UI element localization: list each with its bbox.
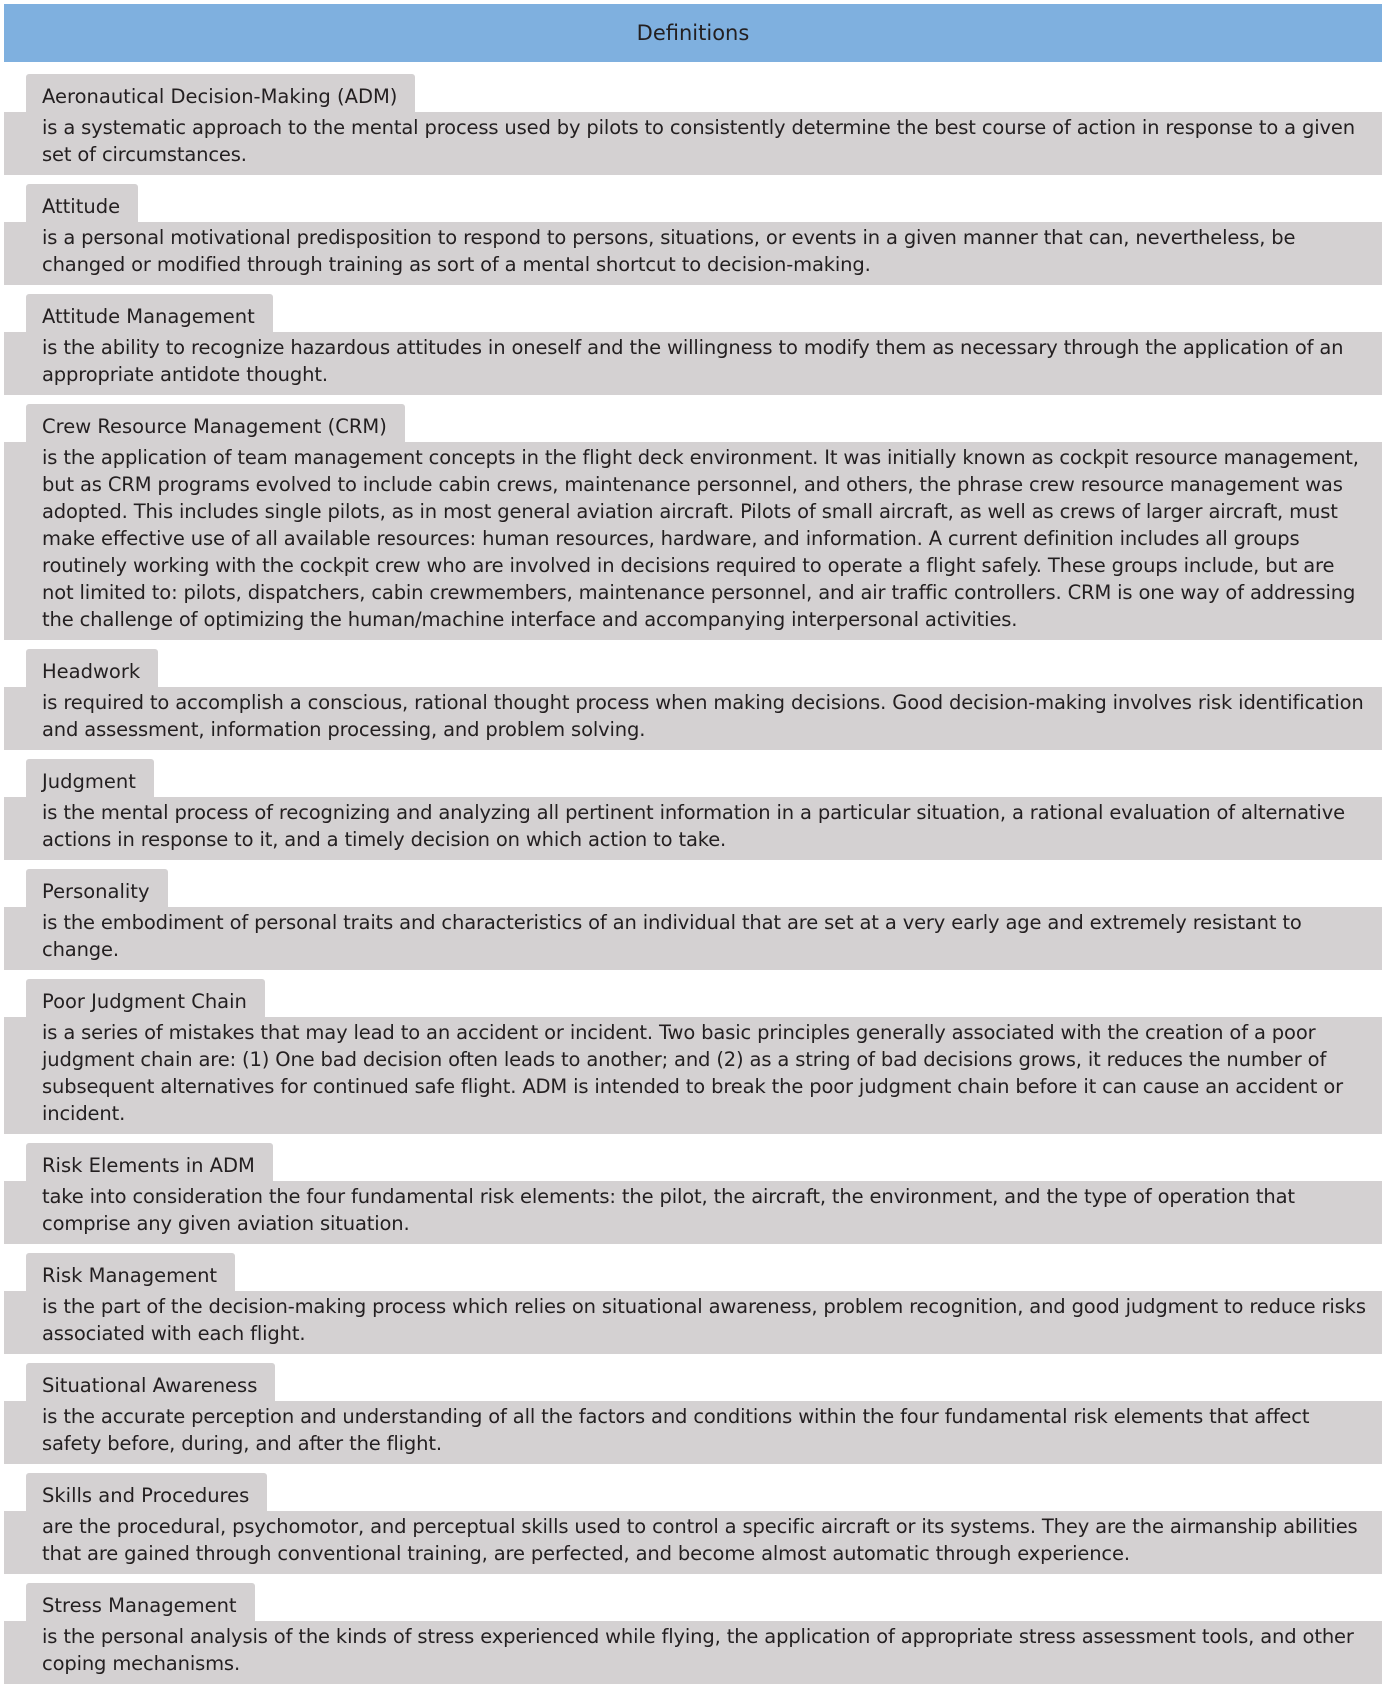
term-label: Attitude Management bbox=[26, 294, 273, 332]
definition-text: is a personal motivational predisposition to respond to persons, situations, or events in a given manner that can, nevertheless, be changed or modified through training as sort of a mental shortcut to decision-making. bbox=[4, 222, 1382, 285]
definition-text: is the mental process of recognizing and analyzing all pertinent information in a particular situation, a rational evaluation of alternative actions in response to it, and a timely decision on which action to take. bbox=[4, 797, 1382, 860]
definition-entry bbox=[4, 1583, 1382, 1684]
definition-text: is required to accomplish a conscious, rational thought process when making decisions. Good decision-making involves risk identification and assessment, information processing, and problem solving. bbox=[4, 687, 1382, 750]
definition-entry bbox=[4, 649, 1382, 750]
definition-text: is the embodiment of personal traits and characteristics of an individual that are set at a very early age and extremely resistant to change. bbox=[4, 907, 1382, 970]
term-label: Personality bbox=[26, 869, 168, 907]
term-label: Risk Management bbox=[26, 1253, 235, 1291]
definition-text: is a systematic approach to the mental process used by pilots to consistently determine the best course of action in response to a given set of circumstances. bbox=[4, 112, 1382, 175]
definition-text: is the ability to recognize hazardous attitudes in oneself and the willingness to modify them as necessary through the application of an appropriate antidote thought. bbox=[4, 332, 1382, 395]
term-label: Skills and Procedures bbox=[26, 1473, 267, 1511]
term-label: Risk Elements in ADM bbox=[26, 1143, 273, 1181]
definition-entry bbox=[4, 1473, 1382, 1574]
definition-text: is the personal analysis of the kinds of stress experienced while flying, the application of appropriate stress assessment tools, and other coping mechanisms. bbox=[4, 1621, 1382, 1684]
term-label: Aeronautical Decision-Making (ADM) bbox=[26, 74, 415, 112]
definition-entry bbox=[4, 184, 1382, 285]
table-header bbox=[4, 4, 1382, 62]
definition-text: is the application of team management concepts in the flight deck environment. It was initially known as cockpit resource management, but as CRM programs evolved to include cabin crews, maintenance personnel, and others, the phrase crew resource management was adopted. This includes single pilots, as in most general aviation aircraft. Pilots of small aircraft, as well as crews of larger aircraft, must make effective use of all available resources: human resources, hardware, and information. A current definition includes all groups routinely working with the cockpit crew who are involved in decisions required to operate a flight safely. These groups include, but are not limited to: pilots, dispatchers, cabin crewmembers, maintenance personnel, and air traffic controllers. CRM is one way of addressing the challenge of optimizing the human/machine interface and accompanying interpersonal activities. bbox=[4, 442, 1382, 640]
term-label: Situational Awareness bbox=[26, 1363, 275, 1401]
definition-entry bbox=[4, 759, 1382, 860]
term-label: Attitude bbox=[26, 184, 138, 222]
definition-entry bbox=[4, 404, 1382, 640]
definition-text: are the procedural, psychomotor, and perceptual skills used to control a specific aircraft or its systems. They are the airmanship abilities that are gained through conventional training, are perfected, and become almost automatic through experience. bbox=[4, 1511, 1382, 1574]
table-title: Definitions bbox=[636, 21, 750, 45]
definition-entry bbox=[4, 1363, 1382, 1464]
definition-entry bbox=[4, 1253, 1382, 1354]
term-label: Poor Judgment Chain bbox=[26, 979, 265, 1017]
definition-text: is a series of mistakes that may lead to an accident or incident. Two basic principles generally associated with the creation of a poor judgment chain are: (1) One bad decision often leads to another; and (2) as a string of bad decisions grows, it reduces the number of subsequent alternatives for continued safe flight. ADM is intended to break the poor judgment chain before it can cause an accident or incident. bbox=[4, 1017, 1382, 1134]
term-label: Judgment bbox=[26, 759, 154, 797]
definition-entry bbox=[4, 979, 1382, 1134]
definition-text: is the accurate perception and understanding of all the factors and conditions within the four fundamental risk elements that affect safety before, during, and after the flight. bbox=[4, 1401, 1382, 1464]
definition-text: is the part of the decision-making process which relies on situational awareness, problem recognition, and good judgment to reduce risks associated with each flight. bbox=[4, 1291, 1382, 1354]
term-label: Stress Management bbox=[26, 1583, 255, 1621]
definition-entry bbox=[4, 1143, 1382, 1244]
definition-text: take into consideration the four fundamental risk elements: the pilot, the aircraft, the environment, and the type of operation that comprise any given aviation situation. bbox=[4, 1181, 1382, 1244]
definition-entry bbox=[4, 294, 1382, 395]
definition-entry bbox=[4, 74, 1382, 175]
definitions-table bbox=[4, 0, 1382, 1684]
definition-entry bbox=[4, 869, 1382, 970]
term-label: Headwork bbox=[26, 649, 158, 687]
term-label: Crew Resource Management (CRM) bbox=[26, 404, 405, 442]
